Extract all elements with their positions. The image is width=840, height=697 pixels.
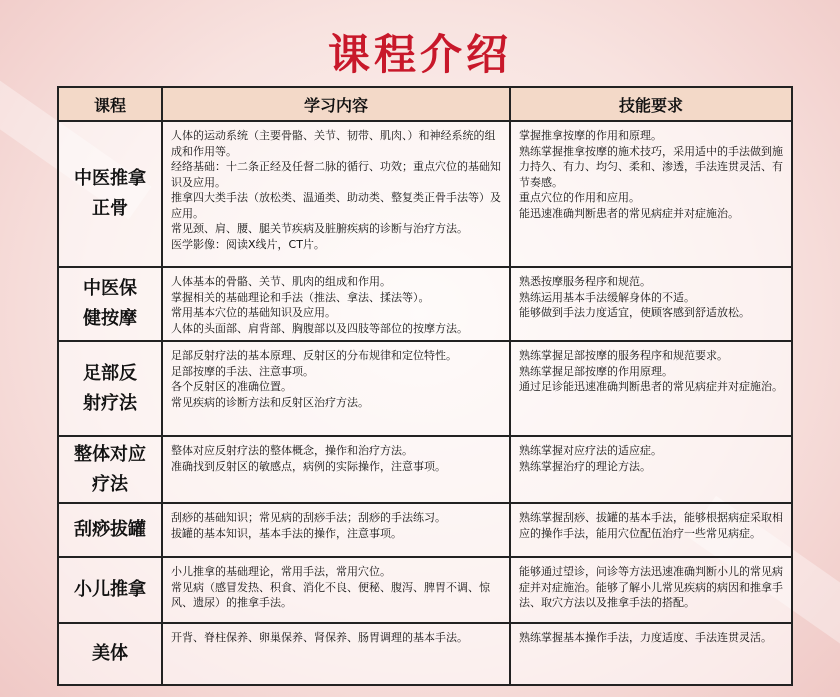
header-content: 学习内容 <box>162 87 510 121</box>
course-name-line: 小儿推拿 <box>74 579 146 600</box>
course-name <box>58 121 162 267</box>
course-name <box>58 436 162 503</box>
course-content <box>162 341 510 436</box>
content-line: 足部按摩的手法、注意事项。 <box>171 364 314 378</box>
table-row <box>58 503 792 557</box>
header-skill: 技能要求 <box>510 87 792 121</box>
table-row <box>58 121 792 267</box>
content-line: 常见疾病的诊断方法和反射区治疗方法。 <box>171 395 369 409</box>
skill-line: 能够通过望诊，问诊等方法迅速准确判断小儿的常见病症并对症施治。能够了解小儿常见疾病的病因和推拿手法、取穴方法以及推拿手法的搭配。 <box>519 565 783 609</box>
course-skill <box>510 503 792 557</box>
header-course: 课程 <box>58 87 162 121</box>
table-header-row <box>58 87 792 121</box>
course-name-line: 中医保 <box>83 278 137 299</box>
content-line: 推拿四大类手法（放松类、温通类、助动类、整复类正骨手法等）及应用。 <box>171 191 501 220</box>
course-name-line: 疗法 <box>92 473 128 495</box>
content-line: 常见颈、肩、腰、腿关节疾病及脏腑疾病的诊断与治疗方法。 <box>171 222 468 235</box>
course-content <box>162 121 510 267</box>
course-skill <box>510 557 792 623</box>
course-skill <box>510 121 792 267</box>
skill-line: 熟练掌握基本操作手法，力度适度、手法连贯灵活。 <box>519 631 772 644</box>
content-line: 足部反射疗法的基本原理、反射区的分布规律和定位特性。 <box>171 349 457 362</box>
content-line: 掌握相关的基础理论和手法（推法、拿法、揉法等）。 <box>171 290 430 304</box>
content-line: 经络基础：十二条正经及任督二脉的循行、功效；重点穴位的基础知识及应用。 <box>171 160 501 189</box>
table-row <box>58 623 792 685</box>
content-line: 刮痧的基础知识；常见病的刮痧手法；刮痧的手法练习。 <box>171 511 446 524</box>
skill-line: 能够做到手法力度适宜，使顾客感到舒适放松。 <box>519 306 750 319</box>
content-line: 人体基本的骨骼、关节、肌肉的组成和作用。 <box>171 275 391 288</box>
skill-line: 熟练掌握刮痧、拔罐的基本手法，能够根据病症采取相应的操作手法，能用穴位配伍治疗一些常见病症。 <box>519 511 783 540</box>
course-name <box>58 341 162 436</box>
course-table <box>57 86 793 686</box>
content-line: 常用基本穴位的基础知识及应用。 <box>171 306 336 319</box>
skill-line: 熟练掌握足部按摩的服务程序和规范要求。 <box>519 349 728 362</box>
table-row <box>58 341 792 436</box>
content-line: 准确找到反射区的敏感点，病例的实际操作，注意事项。 <box>171 459 446 473</box>
course-name <box>58 557 162 623</box>
course-name-line: 正骨 <box>92 198 128 219</box>
course-name-line: 中医推拿 <box>74 168 146 189</box>
content-line: 开背、脊柱保养、卵巢保养、肾保养、肠胃调理的基本手法。 <box>171 631 468 644</box>
skill-line: 能迅速准确判断患者的常见病症并对症施治。 <box>519 206 739 220</box>
table-row <box>58 557 792 623</box>
course-content <box>162 436 510 503</box>
course-name-line: 健按摩 <box>83 308 137 329</box>
skill-line: 熟练掌握推拿按摩的施术技巧，采用适中的手法做到施力持久、有力、均匀、柔和、渗透，手法连贯灵活、有节奏感。 <box>519 144 783 189</box>
course-skill <box>510 341 792 436</box>
course-name-line: 刮痧拔罐 <box>74 519 146 540</box>
skill-line: 熟练运用基本手法缓解身体的不适。 <box>519 290 695 304</box>
course-name <box>58 267 162 341</box>
table-row <box>58 436 792 503</box>
content-line: 常见病（感冒发热、积食、消化不良、便秘、腹泻、脾胃不调、惊风、遗尿）的推拿手法。 <box>171 580 490 609</box>
page-title: 课程介绍 <box>327 30 512 79</box>
skill-line: 熟练掌握足部按摩的作用原理。 <box>519 364 673 378</box>
content-line: 拔罐的基本知识，基本手法的操作，注意事项。 <box>171 526 402 540</box>
skill-line: 掌握推拿按摩的作用和原理。 <box>519 129 662 142</box>
skill-line: 熟悉按摩服务程序和规范。 <box>519 275 651 288</box>
content-line: 各个反射区的准确位置。 <box>171 380 292 393</box>
skill-line: 熟练掌握对应疗法的适应症。 <box>519 444 662 457</box>
course-content <box>162 267 510 341</box>
skill-line: 通过足诊能迅速准确判断患者的常见病症并对症施治。 <box>519 380 783 393</box>
course-content <box>162 623 510 685</box>
content-line: 小儿推拿的基础理论，常用手法，常用穴位。 <box>171 565 391 578</box>
course-name <box>58 503 162 557</box>
content-line: 医学影像：阅读X线片，CT片。 <box>171 237 325 251</box>
course-skill <box>510 436 792 503</box>
content-line: 人体的头面部、肩背部、胸腹部以及四肢等部位的按摩方法。 <box>171 321 468 335</box>
content-line: 人体的运动系统（主要骨骼、关节、韧带、肌肉、）和神经系统的组成和作用等。 <box>171 129 496 158</box>
course-name-line: 足部反 <box>83 362 137 384</box>
skill-line: 重点穴位的作用和应用。 <box>519 191 640 204</box>
course-skill <box>510 267 792 341</box>
course-content <box>162 557 510 623</box>
course-name-line: 射疗法 <box>83 392 137 414</box>
course-content <box>162 503 510 557</box>
content-line: 整体对应反射疗法的整体概念，操作和治疗方法。 <box>171 444 413 457</box>
skill-line: 熟练掌握治疗的理论方法。 <box>519 459 651 473</box>
table-row <box>58 267 792 341</box>
course-skill <box>510 623 792 685</box>
course-name-line: 整体对应 <box>74 443 146 465</box>
course-name <box>58 623 162 685</box>
course-name-line: 美体 <box>92 643 128 664</box>
